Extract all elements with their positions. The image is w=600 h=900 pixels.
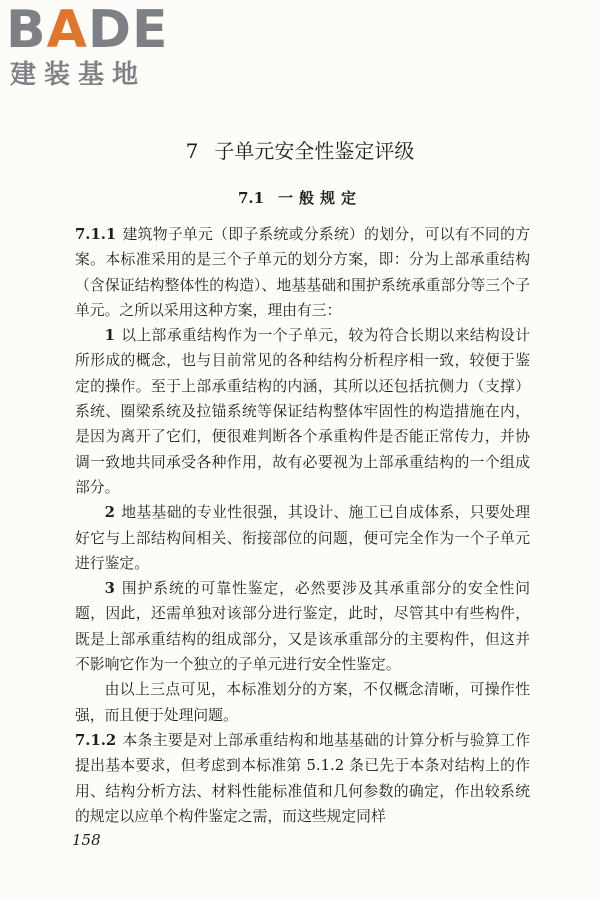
page-number: 158 [72,831,101,849]
clause-text: 本条主要是对上部承重结构和地基基础的计算分析与验算工作提出基本要求，但考虑到本标准第 5.1.2 条已先于本条对结构上的作用、结构分析方法、材料性能标准值和几何参数的确定，作出较系统的规定以应单个构件鉴定之需，而这些规定同样 [75,731,530,825]
clause-number: 7.1.1 [75,226,117,243]
logo-letters: DE [87,0,169,60]
clause-paragraph [75,728,530,829]
chapter-title: 子单元安全性鉴定评级 [214,139,415,163]
clause-paragraph [75,222,530,323]
item-text: 围护系统的可靠性鉴定，必然要涉及其承重部分的安全性问题，因此，还需单独对该部分进行鉴定，此时，尽管其中有些构件，既是上部承重结构的组成部分，又是该承重部分的主要构件，但这并不影响它作为一个独立的子单元进行安全性鉴定。 [75,580,530,674]
logo [6,2,176,94]
list-item [75,576,530,677]
logo-subtitle: 建装基地 [10,60,147,90]
section-title: 一般规定 [278,189,363,207]
page-body [75,222,530,829]
summary-paragraph: 由以上三点可见，本标准划分的方案，不仅概念清晰，可操作性强，而且便于处理问题。 [75,681,530,724]
item-text: 地基基础的专业性很强，其设计、施工已自成体系，只要处理好它与上部结构间相关、衔接部位的问题，便可完全作为一个子单元进行鉴定。 [75,504,530,572]
clause-number: 7.1.2 [75,731,117,749]
item-number: 3 [104,580,115,598]
chapter-heading [0,137,600,165]
item-text: 以上部承重结构作为一个子单元，较为符合长期以来结构设计所形成的概念，也与目前常见的各种结构分析程序相一致，较便于鉴定的操作。至于上部承重结构的内涵，其所以还包括抗侧力（支撑）系统、圈梁系统及拉锚系统等保证结构整体牢固性的构造措施在内，是因为离开了它们，便很难判断各个承重构件是否能正常传力，并协调一致地共同承受各种作用，故有必要视为上部承重结构的一个组成部分。 [75,327,530,496]
logo-accent-letter: A [46,0,88,60]
item-number: 1 [104,327,115,345]
logo-letter: B [6,0,47,60]
section-heading [0,186,600,210]
chapter-number: 7 [185,139,199,163]
list-item [75,500,530,576]
section-number: 7.1 [237,189,265,207]
clause-text: 建筑物子单元（即子系统或分系统）的划分，可以有不同的方案。本标准采用的是三个子单元的划分方案，即：分为上部承重结构（含保证结构整体性的构造）、地基基础和围护系统承重部分等三个子单元。之所以采用这种方案，理由有三： [75,226,530,319]
logo-mark [6,2,176,58]
list-item [75,323,530,500]
item-number: 2 [104,504,115,522]
